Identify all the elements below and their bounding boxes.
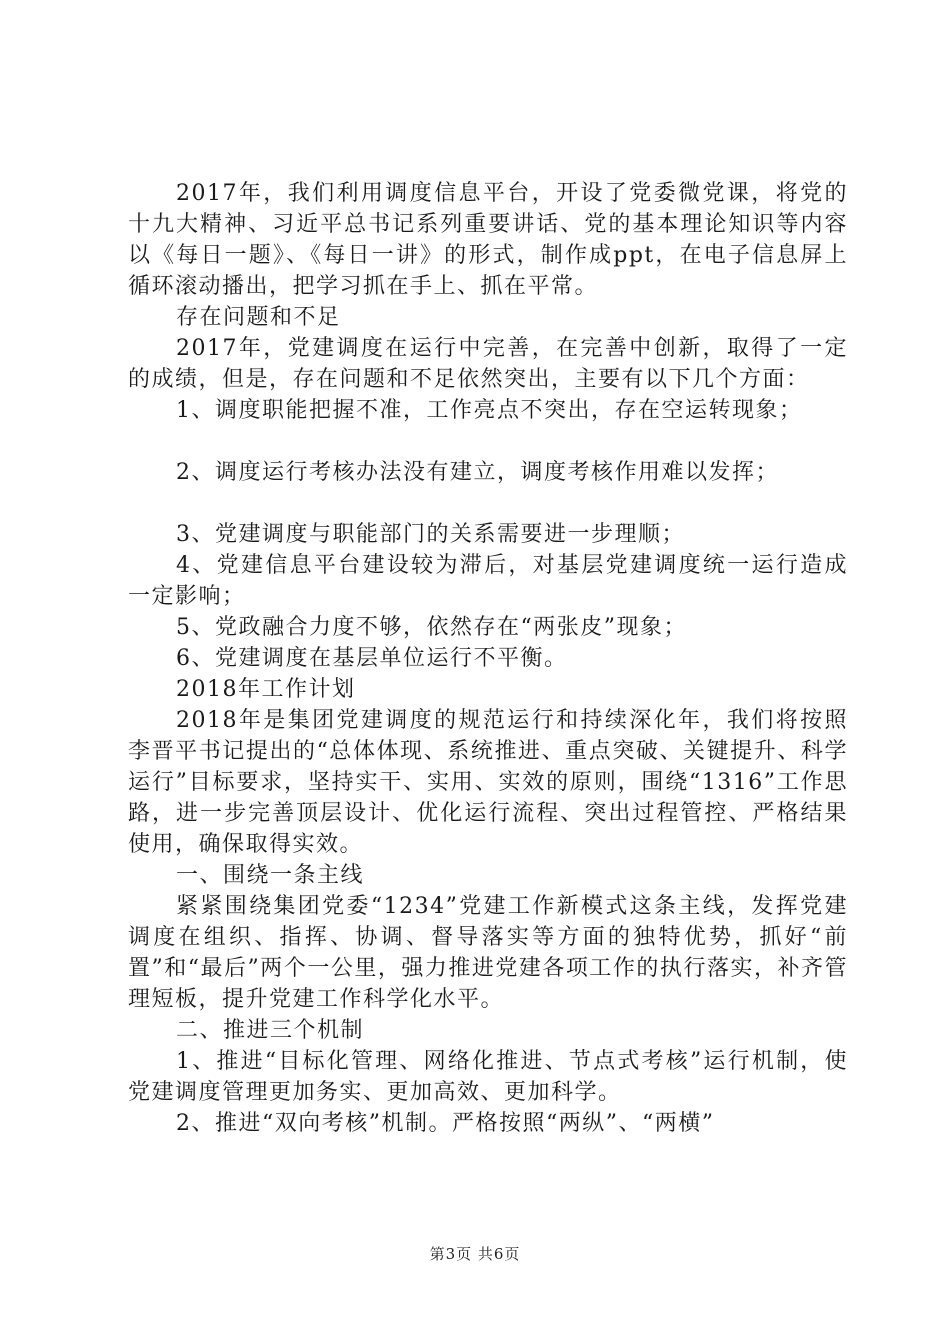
list-item-mechanism-2: 2、推进“双向考核”机制。严格按照“两纵”、“两横” (176, 1111, 715, 1136)
document-body (128, 178, 848, 1139)
heading-main-line: 一、围绕一条主线 (176, 863, 365, 888)
list-item-problem-3: 3、党建调度与职能部门的关系需要进一步理顺； (176, 522, 685, 547)
list-item-problem-6: 6、党建调度在基层单位运行不平衡。 (176, 646, 568, 671)
list-item-problem-5: 5、党政融合力度不够，依然存在“两张皮”现象； (176, 615, 687, 640)
paragraph-main-line: 紧紧围绕集团党委“1234”党建工作新模式这条主线，发挥党建调度在组织、指挥、协调、督导落实等方面的独特优势，抓好“前置”和“最后”两个一公里，强力推进党建各项工作的执行落实，补齐管理短板，提升党建工作科学化水平。 (128, 894, 848, 1012)
paragraph-problems-intro: 2017年，党建调度在运行中完善，在完善中创新，取得了一定的成绩，但是，存在问题和不足依然突出，主要有以下几个方面： (128, 336, 848, 392)
heading-three-mechanisms: 二、推进三个机制 (176, 1018, 365, 1043)
list-item-problem-4: 4、党建信息平台建设较为滞后，对基层党建调度统一运行造成一定影响； (128, 553, 848, 609)
heading-problems: 存在问题和不足 (176, 305, 341, 330)
list-item-mechanism-1: 1、推进“目标化管理、网络化推进、节点式考核”运行机制，使党建调度管理更加务实、更加高效、更加科学。 (128, 1049, 848, 1105)
page-number-footer: 第3页 共6页 (429, 1245, 521, 1263)
paragraph-work-plan: 2018年是集团党建调度的规范运行和持续深化年，我们将按照李晋平书记提出的“总体体现、系统推进、重点突破、关键提升、科学运行”目标要求，坚持实干、实用、实效的原则，围绕“1316”工作思路，进一步完善顶层设计、优化运行流程、突出过程管控、严格结果使用，确保取得实效。 (128, 708, 848, 857)
heading-work-plan: 2018年工作计划 (176, 677, 356, 702)
paragraph-platform-microcourse: 2017年，我们利用调度信息平台，开设了党委微党课，将党的十九大精神、习近平总书记系列重要讲话、党的基本理论知识等内容以《每日一题》、《每日一讲》的形式，制作成ppt，在电子信息屏上循环滚动播出，把学习抓在手上、抓在平常。 (128, 181, 848, 299)
list-item-problem-2: 2、调度运行考核办法没有建立，调度考核作用难以发挥； (176, 460, 779, 485)
list-item-problem-1: 1、调度职能把握不准，工作亮点不突出，存在空运转现象； (176, 398, 803, 423)
